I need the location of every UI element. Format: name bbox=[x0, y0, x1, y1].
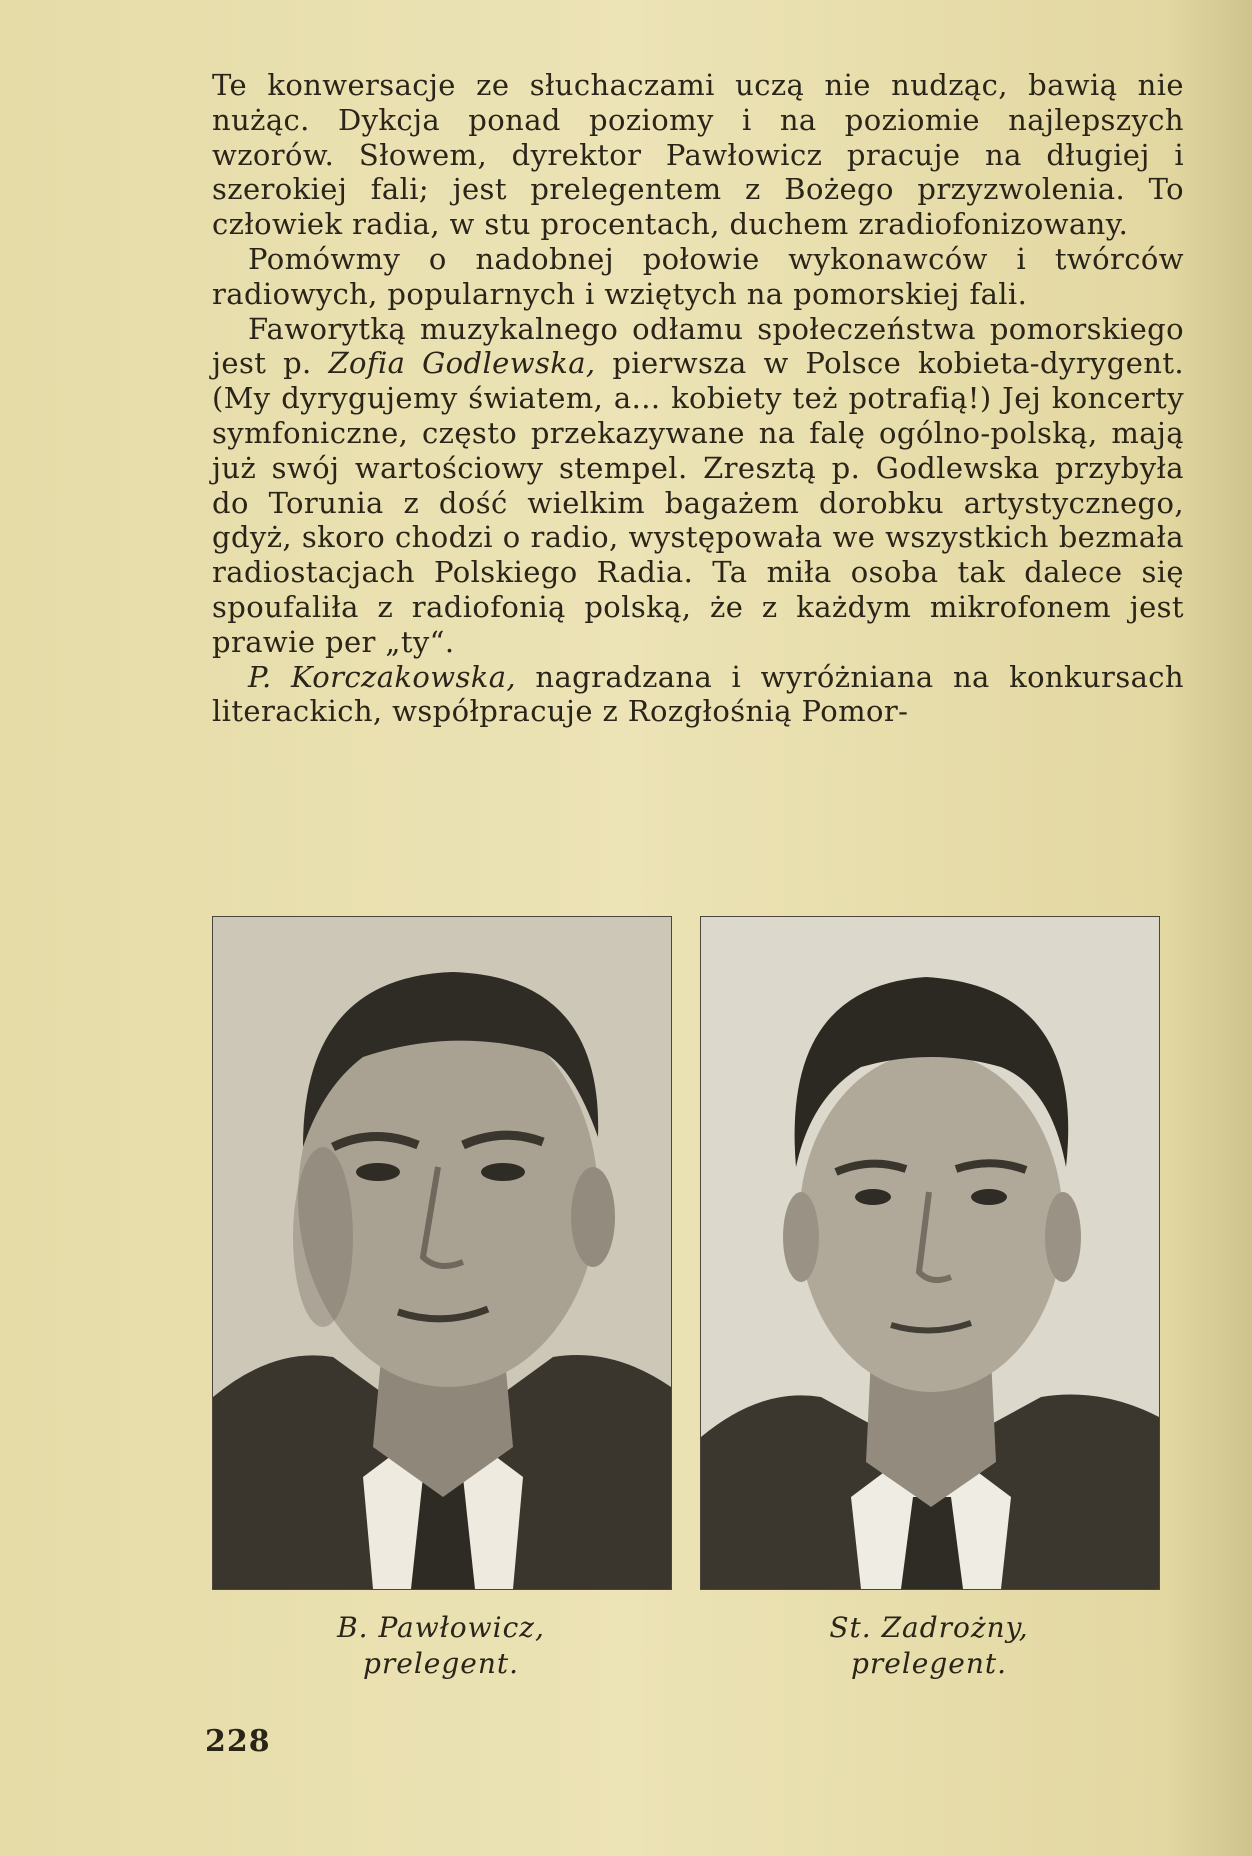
portrait-photo-zadrozny bbox=[700, 916, 1160, 1590]
paragraph-3-rest: pierwsza w Polsce kobieta-dyrygent. (My dyrygujemy światem, a... kobiety też potrafią!) Jej koncerty symfoniczne, często przekazywane na falę ogólno-polską, mają już swój wartościowy stempel. Zresztą p. Godlewska przybyła do Torunia z dość wielkim bagażem dorobku artystycznego, gdyż, skoro chodzi o radio, występowała we wszystkich bezmała radiostacjach Polskiego Radia. Ta miła osoba tak dalece się spoufaliła z radiofonią polską, że z każdym mikrofonem jest prawie per „ty“. bbox=[212, 346, 1185, 659]
paragraph-2: Pomówmy o nadobnej połowie wykonawców i twórców radiowych, popularnych i wziętych na pomorskiej fali. bbox=[212, 241, 1184, 311]
portrait-pawlowicz-image bbox=[213, 917, 671, 1589]
paragraph-3-intro: Faworytką muzykalnego odłamu społeczeństwa pomorskiego jest p. bbox=[212, 311, 1184, 381]
caption-zadrozny bbox=[700, 1610, 1158, 1682]
paragraph-4-rest: nagradzana i wyróżniana na konkursach literackich, współpracuje z Rozgłośnią Pomor- bbox=[212, 659, 1185, 729]
caption-zadrozny-name: St. Zadrożny, bbox=[829, 1611, 1029, 1644]
portrait-zadrozny-image bbox=[701, 917, 1159, 1589]
caption-pawlowicz-role: prelegent. bbox=[362, 1647, 520, 1680]
article-text bbox=[212, 68, 1184, 729]
caption-pawlowicz bbox=[212, 1610, 670, 1682]
portrait-photo-pawlowicz bbox=[212, 916, 672, 1590]
paragraph-1: Te konwersacje ze słuchaczami uczą nie nudząc, bawią nie nużąc. Dykcja ponad poziomy i na poziomie najlepszych wzorów. Słowem, dyrektor Pawłowicz pracuje na długiej i szerokiej fali; jest prelegentem z Bożego przyzwolenia. To człowiek radia, w stu procentach, duchem zradiofonizowany. bbox=[212, 68, 1184, 242]
page-number: 228 bbox=[205, 1724, 271, 1759]
paragraph-4 bbox=[212, 660, 1184, 730]
caption-pawlowicz-name: B. Pawłowicz, bbox=[337, 1611, 545, 1644]
name-godlewska: Zofia Godlewska, bbox=[328, 346, 596, 381]
name-korczakowska: P. Korczakowska, bbox=[248, 659, 517, 694]
paragraph-3 bbox=[212, 312, 1184, 660]
caption-zadrozny-role: prelegent. bbox=[850, 1647, 1008, 1680]
